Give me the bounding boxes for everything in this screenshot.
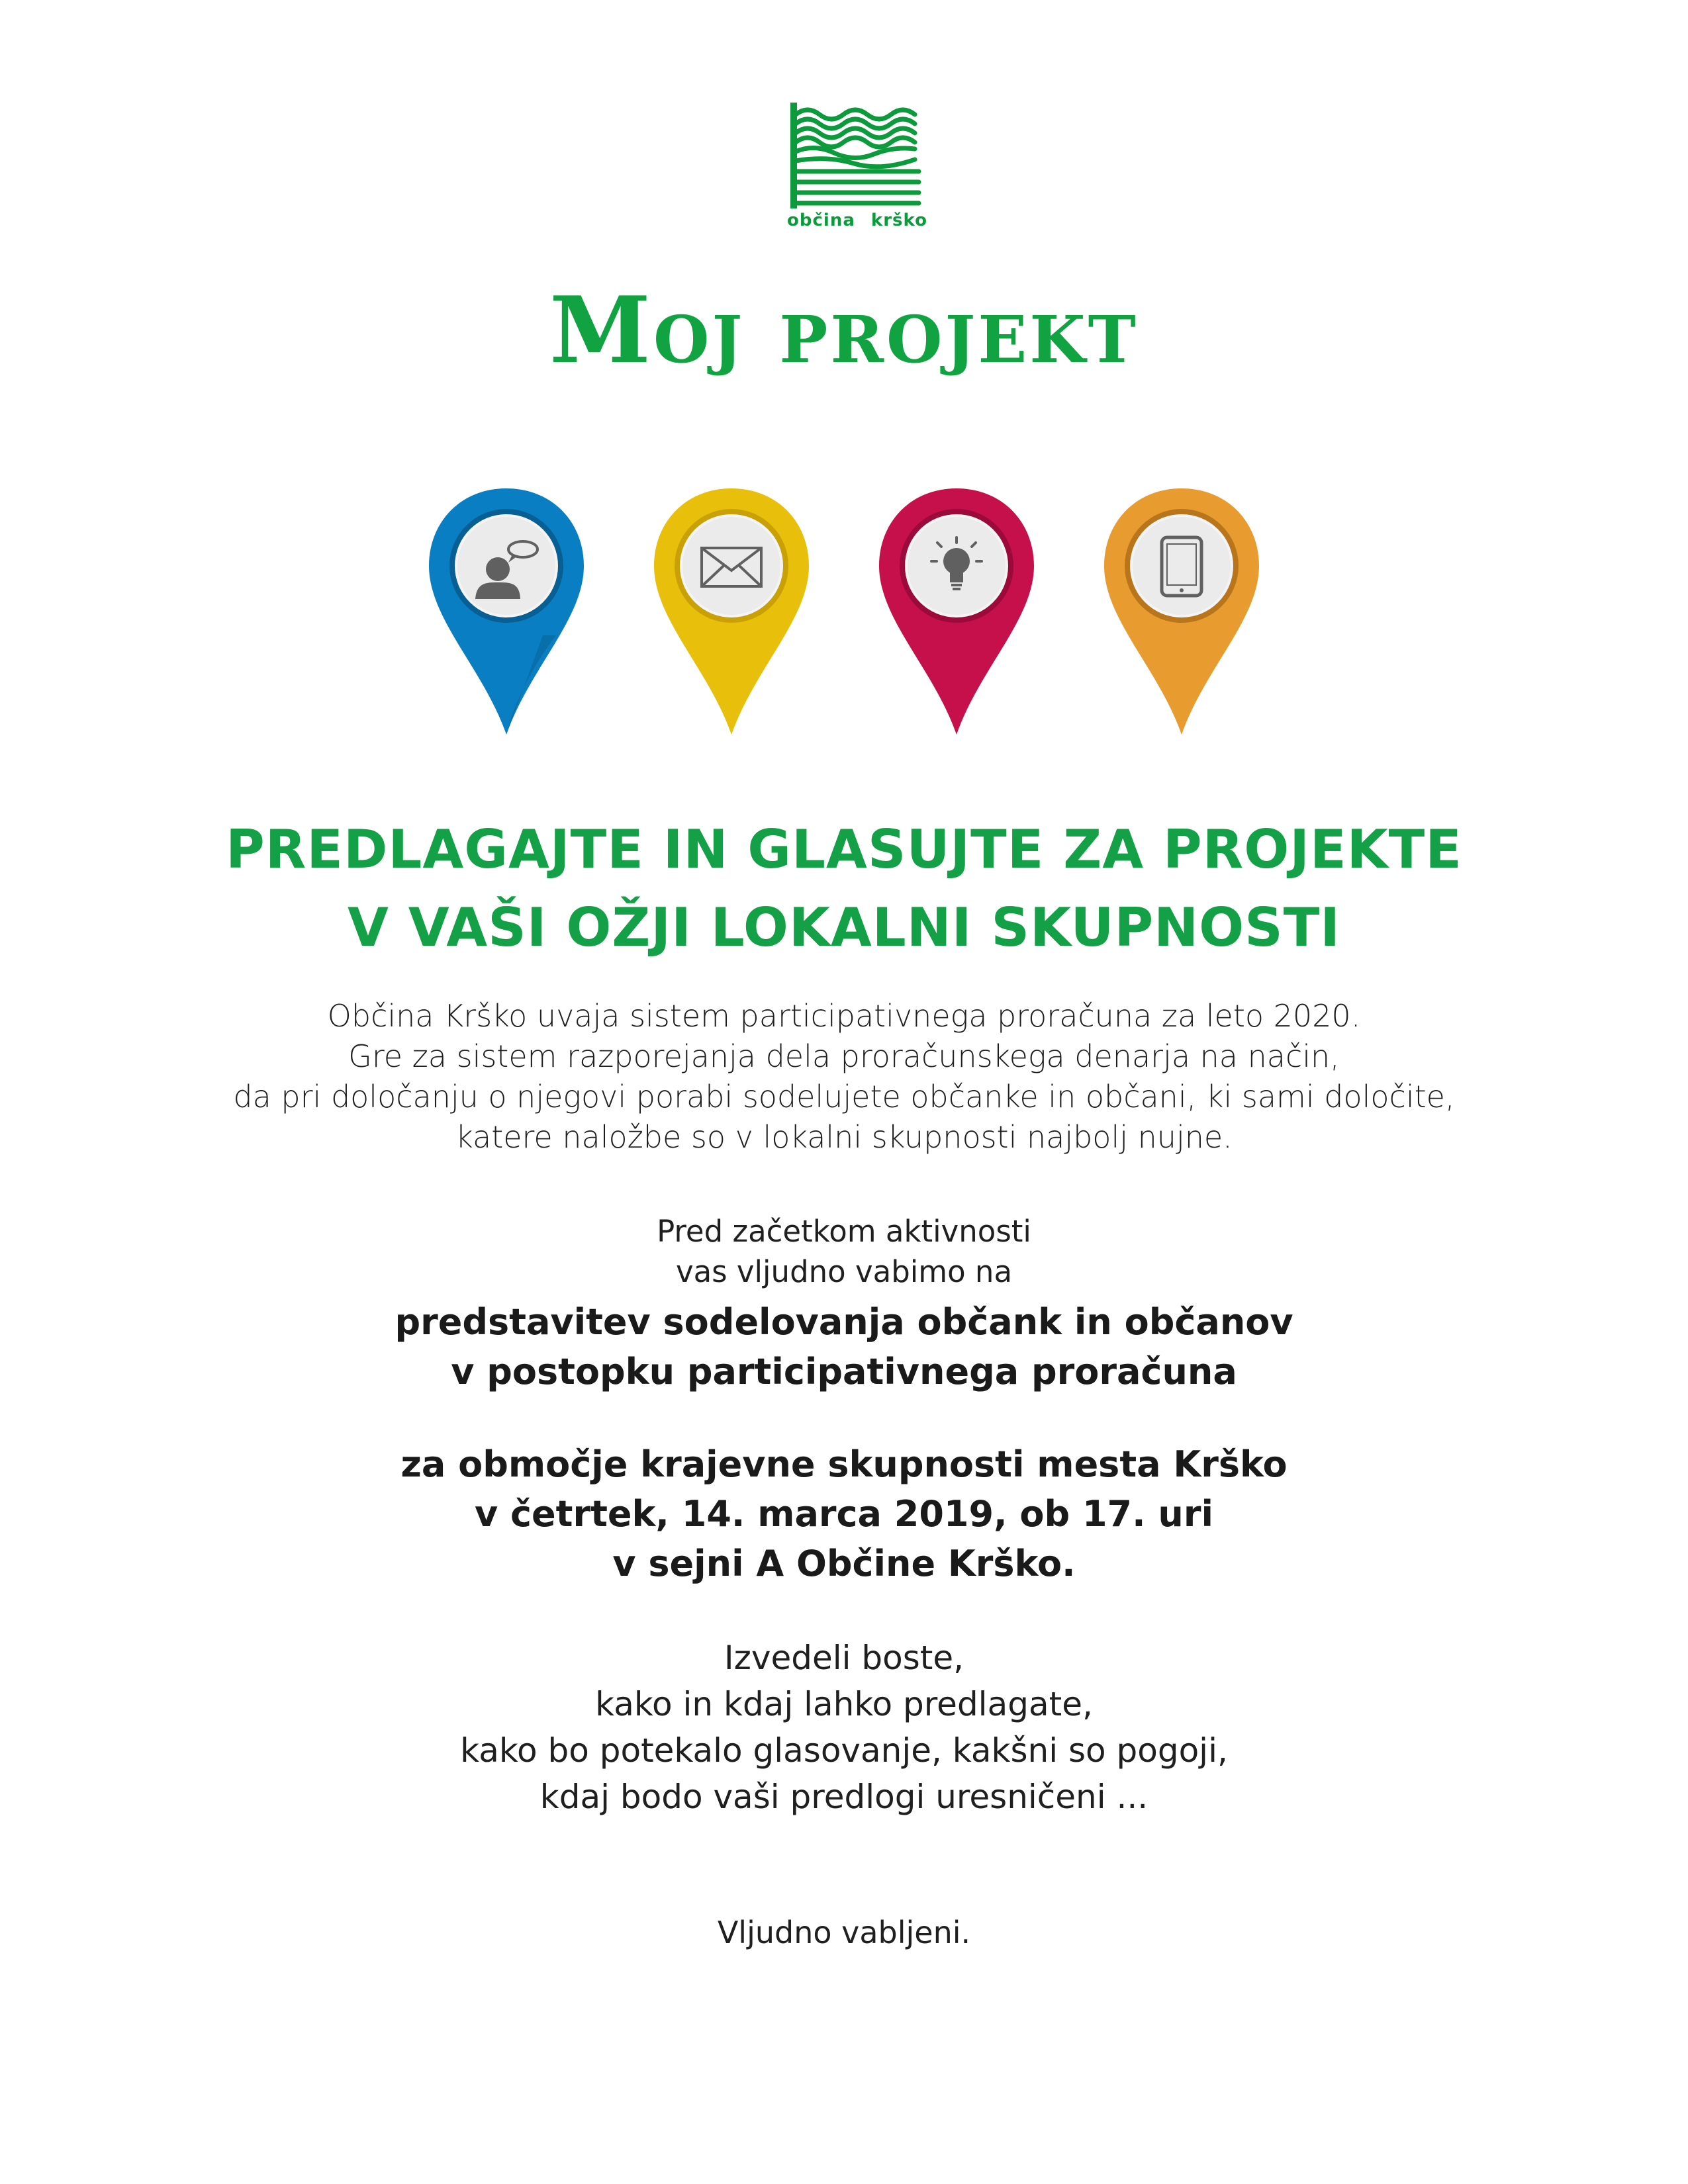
map-pin-blue [424,483,589,748]
logo-text: občina krško [787,210,927,230]
map-pin-yellow [649,483,814,748]
presentation-line-2: v postopku participativnega proračuna [451,1351,1237,1392]
learn-paragraph [0,1635,1688,1820]
icon-pins-row [0,483,1688,748]
learn-line-2: kako in kdaj lahko predlagate, [595,1685,1093,1723]
event-location-area: za območje krajevne skupnosti mesta Krško [400,1443,1288,1485]
closing-text: Vljudno vabljeni. [717,1915,971,1950]
learn-line-4: kdaj bodo vaši predlogi uresničeni ... [539,1778,1149,1816]
intro-line-1: Občina Krško uvaja sistem participativnega proračuna za leto 2020. [327,998,1361,1034]
presentation-line-1: predstavitev sodelovanja občank in občanov [395,1301,1293,1343]
map-pin-orange [1099,483,1264,748]
intro-line-2: Gre za sistem razporejanja dela proračunskega denarja na način, [348,1038,1340,1074]
page-title: Moj projekt [549,276,1139,384]
intro-line-4: katere naložbe so v lokalni skupnosti najbolj nujne. [455,1119,1233,1155]
event-venue: v sejni A Občine Krško. [612,1543,1076,1584]
learn-line-3: kako bo potekalo glasovanje, kakšni so pogoji, [460,1731,1228,1770]
map-pin-crimson [874,483,1039,748]
headline-line-2: V VAŠI OŽJI LOKALNI SKUPNOSTI [347,897,1341,958]
presentation-title [0,1297,1688,1396]
intro-line-3: da pri določanju o njegovi porabi sodelujete občanke in občani, ki sami določite, [233,1079,1455,1115]
headline [0,811,1688,967]
invitation-line-2: vas vljudno vabimo na [675,1254,1013,1289]
learn-line-1: Izvedeli boste, [724,1639,964,1677]
invitation-line-1: Pred začetkom aktivnosti [657,1214,1031,1249]
invitation-lead [0,1211,1688,1292]
intro-paragraph [0,996,1688,1158]
headline-line-1: PREDLAGAJTE IN GLASUJTE ZA PROJEKTE [226,819,1462,880]
event-datetime: v četrtek, 14. marca 2019, ob 17. uri [475,1493,1213,1535]
event-details [0,1439,1688,1588]
